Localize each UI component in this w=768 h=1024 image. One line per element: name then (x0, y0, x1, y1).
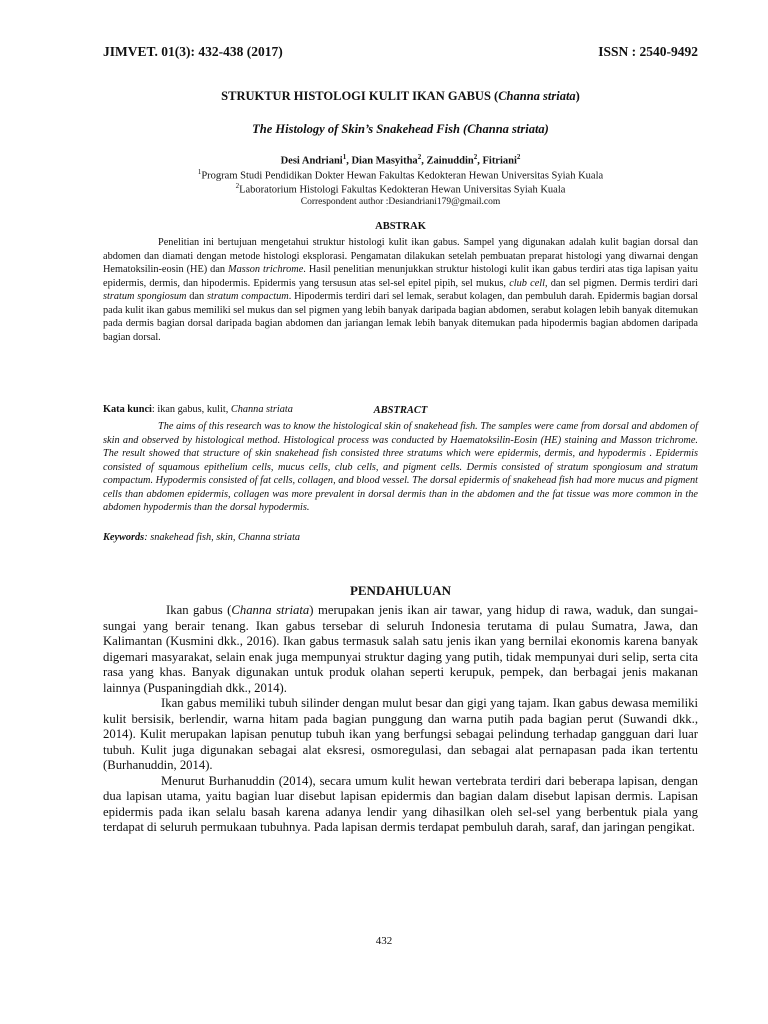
affiliation-2: $^2$Laboratorium Histologi Fakultas Kedokteran Hewan Universitas Syiah Kuala (235, 182, 566, 196)
affiliation-1: $^1$Program Studi Pendidikan Dokter Hewan Fakultas Kedokteran Hewan Universitas Syiah Kuala (197, 168, 604, 182)
paragraph-3: Menurut Burhanuddin (2014), secara umum kulit hewan vertebrata terdiri dari beberapa lapisan, dengan dua lapisan utama, yaitu bagian luar disebut lapisan epidermis dan bagian dalam disebut lapisan dermis. Lapisan epidermis pada ikan selalu basah karena adanya lendir yang dihasilkan oleh sel-sel yang berbentuk piala yang terdapat di seluruh permukaan tubuhnya. Pada lapisan dermis terdapat pembuluh darah, saraf, dan jaringan pengikat. (103, 773, 698, 834)
author-list: Desi Andriani$^1$, Dian Masyitha$^2$, Zainuddin$^2$, Fitriani$^2$ (280, 153, 521, 167)
page-number: 432 (375, 935, 393, 947)
journal-citation: JIMVET. 01(3): 432-438 (2017) (103, 44, 283, 59)
paragraph-2: Ikan gabus memiliki tubuh silinder dengan mulut besar dan gigi yang tajam. Ikan gabus dewasa memiliki kulit bersisik, berlendir, warna hitam pada bagian punggung dan warna putih pada bagian perut (Suwandi dkk., 2014). Kulit merupakan lapisan penutup tubuh ikan yang berfungsi sebagai pelindung terhadap gangguan dari luar tubuh. Kulit juga digunakan sebagai alat eksresi, osmoregulasi, dan sebagai alat pernapasan pada ikan tertentu (Burhanuddin, 2014). (103, 696, 698, 772)
keywords: Keywords: snakehead fish, skin, Channa striata (103, 532, 301, 543)
section-body (103, 603, 698, 836)
abstract-text: The aims of this research was to know the histological skin of snakehead fish. The samples were came from dorsal and abdomen of skin and observed by histological method. Histological process was conducted by Haematoksilin-Eosin (HE) staining and Masson trichrome. The result showed that structure of skin snakehead fish consisted three stratums which were epidermis, dermis, and hypodermis . Epidermis consisted of squamous epithelium cells, mucus cells, club cells, and pigment cells. Dermis consisted of stratum spongiosum and stratum compactum. Hypodermis consisted of fat cells, collagen, and blood vessel. The dorsal epidermis of snakehead fish had more mucus and pigment cells than abdomen epidermis, collagen was more prevalent in dorsal dermis than in the abdomen and the fat tissue was more common in the abdomen hypodermis than the dorsal hypodermis. (103, 421, 698, 513)
paper-title-english: The Histology of Skin’s Snakehead Fish (Channa striata) (252, 122, 549, 136)
kata-kunci: Kata kunci: ikan gabus, kulit, Channa striata (103, 404, 293, 415)
title-species: Channa striata (498, 89, 576, 103)
paragraph-1: Ikan gabus (Channa striata) merupakan jenis ikan air tawar, yang hidup di rawa, waduk, dan sungai-sungai yang berair tenang. Ikan gabus tersebar di seluruh Indonesia terutama di pulau Sumatra, Jawa, dan Kalimantan (Kusmini dkk., 2016). Ikan gabus termasuk salah satu jenis ikan yang bernilai ekonomis karena banyak digemari masyarakat, selain enak juga mempunyai struktur daging yang putih, tidak mempunyai duri selip, serta cita rasa yang khas. Banyak digunakan untuk produk olahan seperti kerupuk, pempek, dan berbagai jenis makanan lainnya (Puspaningdiah dkk., 2014). (103, 603, 698, 695)
abstrak-text: Penelitian ini bertujuan mengetahui struktur histologi kulit ikan gabus. Sampel yang digunakan adalah kulit bagian dorsal dan abdomen dan diamati dengan metode histologi eksplorasi. Pengamatan dilakukan setelah pembuatan preparat histologi yang diwarnai dengan Hematoksilin-eosin (HE) dan Masson trichrome. Hasil penelitian menunjukkan struktur histologi kulit ikan gabus terdiri atas tiga lapisan yaitu epidermis, dermis, dan hipodermis. Epidermis yang tersusun atas sel-sel epitel pipih, sel mukus, club cell, dan sel pigmen. Dermis terdiri dari stratum spongiosum dan stratum compactum. Hipodermis terdiri dari sel lemak, serabut kolagen, dan pembuluh darah. Epidermis bagian dorsal pada kulit ikan gabus memiliki sel mukus dan sel pigmen yang lebih banyak daripada bagian abdomen, serabut kolagen lebih banyak ditemukan pada dermis bagian dorsal daripada bagian abdomen dan jariangan lemak lebih banyak ditemukan pada hipodermis bagian abdomen daripada bagian dorsal. (103, 237, 699, 343)
running-header (103, 44, 698, 60)
correspondent-author: Correspondent author :Desiandriani179@gmail.com (300, 197, 501, 207)
issn: ISSN : 2540-9492 (598, 44, 698, 59)
section-heading-pendahuluan: PENDAHULUAN (349, 583, 452, 598)
abstract-heading: ABSTRACT (373, 405, 428, 416)
abstrak-heading: ABSTRAK (375, 221, 426, 232)
paper-title: STRUKTUR HISTOLOGI KULIT IKAN GABUS (Channa striata) (221, 89, 580, 103)
